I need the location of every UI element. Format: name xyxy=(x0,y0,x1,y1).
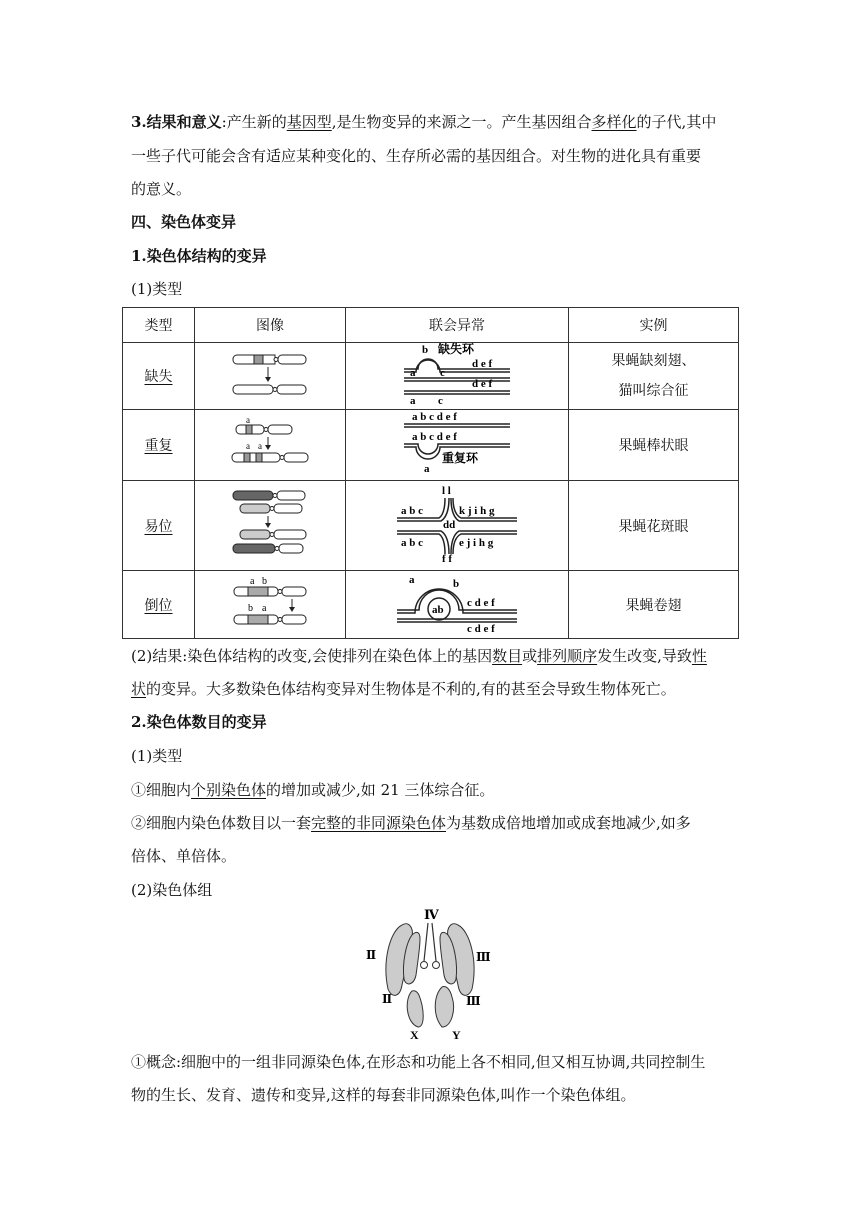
svg-text:X: X xyxy=(410,1028,419,1042)
header-synapsis: 联会异常 xyxy=(346,308,569,343)
svg-text:b: b xyxy=(453,577,460,590)
concept-line2: 物的生长、发育、遗传和变异,这样的每套非同源染色体,叫作一个染色体组。 xyxy=(131,1086,636,1104)
svg-text:k j i h g: k j i h g xyxy=(459,504,495,517)
svg-text:a b c d e f: a b c d e f xyxy=(412,411,457,423)
svg-text:a: a xyxy=(246,441,250,451)
header-image: 图像 xyxy=(195,308,346,343)
number-item-2-line2: 倍体、单倍体。 xyxy=(131,847,237,865)
table-row xyxy=(123,481,739,571)
concept-line1: ①概念:细胞中的一组非同源染色体,在形态和功能上各不相同,但又相互协调,共同控制生 xyxy=(131,1053,706,1071)
svg-text:e j i h g: e j i h g xyxy=(459,536,494,549)
type-translocation: 易位 xyxy=(144,518,173,535)
deletion-chromosome-diagram xyxy=(230,349,310,399)
translocation-synapsis-diagram xyxy=(395,484,519,564)
svg-text:c: c xyxy=(440,367,445,379)
svg-text:d e f: d e f xyxy=(472,358,493,370)
svg-text:重复环: 重复环 xyxy=(442,451,479,465)
struct-result-line1: (2)结果:染色体结构的改变,会使排列在染色体上的基因数目或排列顺序发生改变,导致性 xyxy=(131,647,707,665)
svg-text:Y: Y xyxy=(452,1028,461,1042)
sub1-heading: 1.染色体结构的变异 xyxy=(131,247,267,265)
example-deletion-2: 猫叫综合征 xyxy=(618,383,689,399)
svg-text:a b c d e f: a b c d e f xyxy=(412,431,457,443)
type-duplication: 重复 xyxy=(144,438,173,454)
svg-text:b: b xyxy=(248,602,253,614)
duplication-chromosome-diagram xyxy=(230,415,310,471)
svg-text:ab: ab xyxy=(432,603,444,616)
result-paragraph-line1: 3.结果和意义:产生新的基因型,是生物变异的来源之一。产生基因组合多样化的子代,其中 xyxy=(131,113,717,131)
sub2-heading: 2.染色体数目的变异 xyxy=(131,713,267,731)
number-item-1: ①细胞内个别染色体的增加或减少,如 21 三体综合征。 xyxy=(131,781,495,799)
header-example: 实例 xyxy=(569,308,739,343)
svg-text:Ⅲ: Ⅲ xyxy=(476,950,491,964)
svg-text:l l: l l xyxy=(442,484,451,497)
svg-text:a: a xyxy=(246,415,250,425)
svg-text:f f: f f xyxy=(442,552,453,564)
svg-text:Ⅳ: Ⅳ xyxy=(424,907,439,922)
result-paragraph-line2: 一些子代可能会含有适应某种变化的、生存所必需的基因组合。对生物的进化具有重要 xyxy=(131,147,702,165)
example-inversion: 果蝇卷翅 xyxy=(625,597,682,614)
svg-text:a: a xyxy=(410,395,416,405)
svg-text:a: a xyxy=(258,441,262,451)
translocation-chromosome-diagram xyxy=(230,488,310,560)
types-label: (1)类型 xyxy=(131,280,183,298)
table-row xyxy=(123,343,739,410)
svg-text:a: a xyxy=(424,463,430,475)
structure-variation-table xyxy=(122,307,739,639)
svg-text:a: a xyxy=(409,573,415,586)
svg-text:b: b xyxy=(422,344,429,356)
section-heading: 四、染色体变异 xyxy=(131,213,237,231)
svg-text:a b c: a b c xyxy=(401,536,423,549)
chromosome-set-figure xyxy=(362,903,502,1043)
example-duplication: 果蝇棒状眼 xyxy=(618,438,689,454)
types-label-2: (1)类型 xyxy=(131,747,183,765)
example-deletion-1: 果蝇缺刻翅、 xyxy=(611,353,696,369)
svg-text:d e f: d e f xyxy=(472,378,493,390)
svg-text:a: a xyxy=(250,575,255,587)
svg-text:Ⅲ: Ⅲ xyxy=(466,994,481,1008)
svg-text:b: b xyxy=(262,575,267,587)
svg-text:a b c: a b c xyxy=(401,504,423,517)
svg-text:c d e f: c d e f xyxy=(467,596,495,609)
deletion-synapsis-diagram xyxy=(402,343,512,405)
svg-text:Ⅱ: Ⅱ xyxy=(366,948,377,962)
table-row xyxy=(123,410,739,481)
number-item-2-line1: ②细胞内染色体数目以一套完整的非同源染色体为基数成倍地增加或成套地减少,如多 xyxy=(131,814,691,832)
svg-text:dd: dd xyxy=(443,518,456,531)
svg-text:a: a xyxy=(262,602,267,614)
result-paragraph-line3: 的意义。 xyxy=(131,180,192,198)
example-translocation: 果蝇花斑眼 xyxy=(618,518,689,535)
inversion-synapsis-diagram xyxy=(395,572,519,634)
duplication-synapsis-diagram xyxy=(402,410,512,476)
inversion-chromosome-diagram xyxy=(230,575,310,631)
svg-text:Ⅱ: Ⅱ xyxy=(382,992,393,1006)
table-row xyxy=(123,571,739,639)
svg-text:c d e f: c d e f xyxy=(467,622,495,634)
struct-result-line2: 状的变异。大多数染色体结构变异对生物体是不利的,有的甚至会导致生物体死亡。 xyxy=(131,680,676,698)
header-type: 类型 xyxy=(123,308,195,343)
svg-text:c: c xyxy=(438,395,443,405)
type-inversion: 倒位 xyxy=(144,597,173,614)
type-deletion: 缺失 xyxy=(144,369,173,385)
svg-text:缺失环: 缺失环 xyxy=(438,343,475,356)
svg-text:a: a xyxy=(410,367,416,379)
chromosome-set-label: (2)染色体组 xyxy=(131,881,213,899)
